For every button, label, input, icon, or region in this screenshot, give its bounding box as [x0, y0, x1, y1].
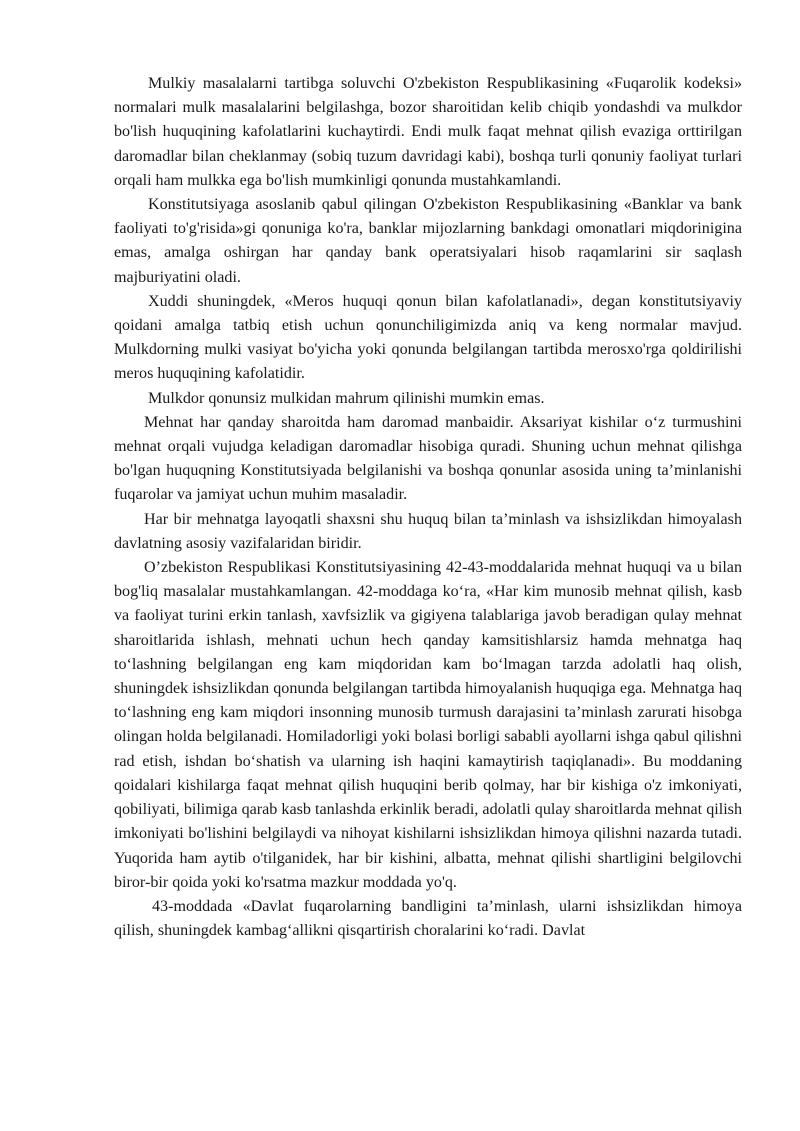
paragraph-6: Har bir mehnatga layoqatli shaxsni shu huquq bilan ta’minlash va ishsizlikdan himoyalash davlatning asosiy vazifalaridan biridir.	[114, 510, 742, 552]
document-page	[114, 72, 742, 943]
paragraph-3: Xuddi shuningdek, «Meros huquqi qonun bilan kafolatlanadi», degan konstitutsiyaviy qoidani amalga tatbiq etish uchun qonunchiligimizda aniq va keng normalar mavjud. Mulkdorning mulki vasiyat bo'yicha yoki qonunda belgilangan tartibda merosxo'rga qoldirilishi meros huquqining kafolatidir.	[114, 292, 742, 383]
paragraph-5: Mehnat har qanday sharoitda ham daromad manbaidir. Aksariyat kishilar o‘z turmushini mehnat orqali vujudga keladigan daromadlar hisobiga quradi. Shuning uchun mehnat qilishga bo'lgan huquqning Konstitutsiyada belgilanishi va boshqa qonunlar asosida uning ta’minlanishi fuqarolar va jamiyat uchun muhim masaladir.	[114, 413, 742, 504]
paragraph-2: Konstitutsiyaga asoslanib qabul qilingan O'zbekiston Respublikasining «Banklar va bank faoliyati to'g'risida»gi qonuniga ko'ra, banklar mijozlarning bankdagi omonatlari miqdorinigina emas, amalga oshirgan har qanday bank operatsiyalari hisob raqamlarini sir saqlash majburiyatini oladi.	[114, 196, 742, 286]
paragraph-7: O’zbekiston Respublikasi Konstitutsiyasining 42-43-moddalarida mehnat huquqi va u bilan bog'liq masalalar mustahkamlangan. 42-moddaga ko‘ra, «Har kim munosib mehnat qilish, kasb va faoliyat turini erkin tanlash, xavfsizlik va gigiyena talablariga javob beradigan qulay mehnat sharoitlarida ishlash, mehnati uchun hech qanday kamsitishlarsiz hamda mehnatga haq to‘lashning belgilangan eng kam miqdoridan kam bo‘lmagan tarzda adolatli haq olish, shuningdek ishsizlikdan qonunda belgilangan tartibda himoyalanish huquqiga ega. Mehnatga haq to‘lashning eng kam miqdori insonning munosib turmush darajasini ta’minlash zarurati hisobga olingan holda belgilanadi. Homiladorligi yoki bolasi borligi sababli ayollarni ishga qabul qilishni rad etish, ishdan bo‘shatish va ularning ish haqini kamaytirish taqiqlanadi». Bu moddaning qoidalari kishilarga faqat mehnat qilish huquqini berib qolmay, har bir kishiga o'z imkoniyati, qobiliyati, bilimiga qarab kasb tanlashda erkinlik beradi, adolatli qulay sharoitlarda mehnat qilish imkoniyati bo'lishini belgilaydi va nihoyat kishilarni ishsizlikdan himoya qilishni nazarda tutadi. Yuqorida ham aytib o'tilganidek, har bir kishini, albatta, mehnat qilishi shartligini belgilovchi biror-bir qoida yoki ko'rsatma mazkur moddada yo'q.	[114, 559, 742, 891]
paragraph-4: Mulkdor qonunsiz mulkidan mahrum qilinishi mumkin emas.	[148, 389, 545, 407]
paragraph-1: Mulkiy masalalarni tartibga soluvchi O'zbekiston Respublikasining «Fuqarolik kodeksi» normalari mulk masalalarini belgilashga, bozor sharoitidan kelib chiqib yondashdi va mulkdor bo'lish huquqining kafolatlarini kuchaytirdi. Endi mulk faqat mehnat qilish evaziga orttirilgan daromadlar bilan cheklanmay (sobiq tuzum davridagi kabi), boshqa turli qonuniy faoliyat turlari orqali ham mulkka ega bo'lish mumkinligi qonunda mustahkamlandi.	[114, 75, 742, 189]
paragraph-8: 43-moddada «Davlat fuqarolarning bandligini ta’minlash, ularni ishsizlikdan himoya qilish, shuningdek kambag‘allikni qisqartirish choralarini ko‘radi. Davlat	[114, 897, 742, 940]
